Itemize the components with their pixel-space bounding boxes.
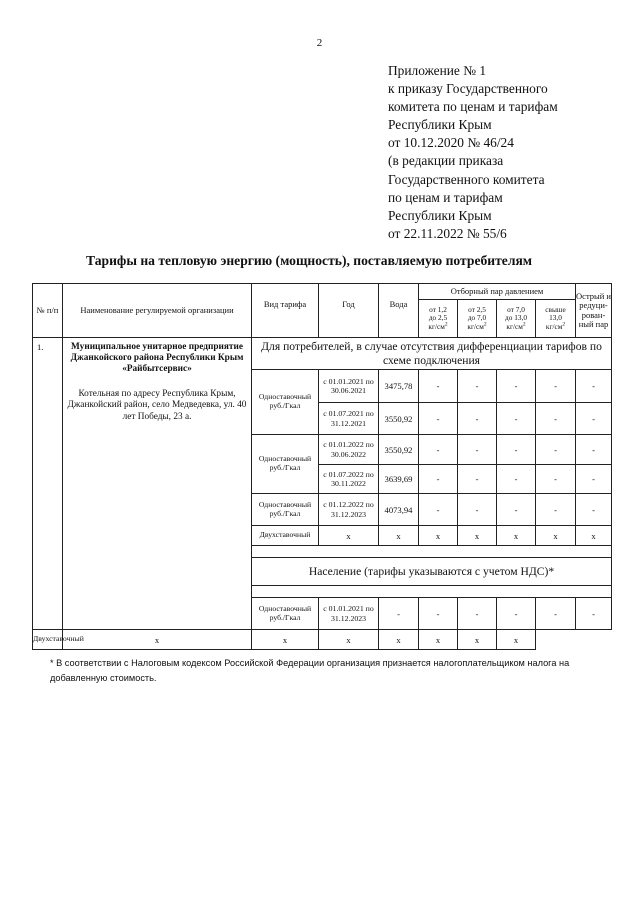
appendix-line: Государственного комитета	[388, 171, 545, 187]
sharp-steam-value: -	[576, 403, 612, 435]
row-number: 1.	[33, 338, 63, 630]
organization-address: Котельная по адресу Республика Крым, Джанкойский район, село Медведевка, ул. 40 лет Победы, 23 а.	[67, 388, 247, 422]
header-sharp-steam: Острый и редуци-рован-ный пар	[576, 284, 612, 338]
sharp-steam-value: -	[576, 465, 612, 494]
steam-value: -	[458, 370, 497, 403]
steam-value: -	[458, 598, 497, 630]
tariff-table	[32, 283, 612, 650]
steam-value: -	[536, 403, 576, 435]
header-num: № п/п	[33, 284, 63, 338]
steam-value: -	[419, 435, 458, 465]
sharp-steam-value: -	[576, 494, 612, 526]
sharp-steam-value: -	[576, 598, 612, 630]
steam-value: х	[458, 526, 497, 546]
sharp-steam-value: -	[576, 370, 612, 403]
appendix-line: Республики Крым	[388, 207, 492, 223]
water-value: -	[379, 598, 419, 630]
water-value: х	[252, 630, 319, 650]
period-cell: х	[63, 630, 252, 650]
spacer-row	[252, 586, 612, 598]
steam-value: -	[458, 494, 497, 526]
period-cell: с 01.01.2022 по 30.06.2022	[319, 435, 379, 465]
steam-value: -	[419, 598, 458, 630]
period-cell: с 01.01.2021 по 30.06.2021	[319, 370, 379, 403]
steam-value: х	[497, 526, 536, 546]
tariff-type-one-part: Одноставочный руб./Гкал	[252, 598, 319, 630]
steam-value: -	[536, 465, 576, 494]
organization-name: Муниципальное унитарное предприятие Джанкойского района Республики Крым «Райбытсервис»	[70, 342, 244, 375]
steam-value: -	[497, 370, 536, 403]
section-title-consumers: Для потребителей, в случае отсутствия дифференциации тарифов по схеме подключения	[252, 338, 612, 370]
water-value: 4073,94	[379, 494, 419, 526]
steam-value: -	[497, 494, 536, 526]
header-pressure-3: от 7,0 до 13,0 $кг/см^2$	[497, 300, 536, 338]
steam-value: -	[536, 598, 576, 630]
water-value: 3550,92	[379, 403, 419, 435]
appendix-line: Республики Крым	[388, 117, 492, 133]
steam-value: -	[536, 435, 576, 465]
appendix-header	[388, 62, 628, 243]
water-value: 3550,92	[379, 435, 419, 465]
appendix-line: от 10.12.2020 № 46/24	[388, 135, 514, 151]
steam-value: -	[419, 494, 458, 526]
header-year: Год	[319, 284, 379, 338]
section-title-population: Население (тарифы указываются с учетом НДС)*	[252, 558, 612, 586]
steam-value: х	[536, 526, 576, 546]
steam-value: -	[497, 403, 536, 435]
steam-value: -	[497, 598, 536, 630]
sharp-steam-value: х	[497, 630, 536, 650]
appendix-line: Приложение № 1	[388, 63, 487, 78]
steam-value: х	[419, 630, 458, 650]
water-value: 3475,78	[379, 370, 419, 403]
steam-value: -	[497, 465, 536, 494]
document-title: Тарифы на тепловую энергию (мощность), поставляемую потребителям	[86, 253, 533, 268]
appendix-line: комитета по ценам и тарифам	[388, 99, 558, 115]
tariff-type-one-part: Одноставочный руб./Гкал	[252, 435, 319, 494]
steam-value: -	[458, 465, 497, 494]
sharp-steam-value: х	[576, 526, 612, 546]
tariff-type-one-part: Одноставочный руб./Гкал	[252, 370, 319, 435]
header-steam: Отборный пар давлением	[419, 284, 576, 300]
steam-value: -	[536, 370, 576, 403]
period-cell: с 01.07.2021 по 31.12.2021	[319, 403, 379, 435]
period-cell: с 01.01.2021 по 31.12.2023	[319, 598, 379, 630]
steam-value: х	[458, 630, 497, 650]
water-value: х	[379, 526, 419, 546]
header-tariff-type: Вид тарифа	[252, 284, 319, 338]
header-pressure-4: свыше 13,0 $кг/см^2$	[536, 300, 576, 338]
header-water: Вода	[379, 284, 419, 338]
steam-value: -	[458, 435, 497, 465]
water-value: 3639,69	[379, 465, 419, 494]
tariff-type-one-part: Одноставочный руб./Гкал	[252, 494, 319, 526]
tariff-type-two-part: Двухставочный	[33, 630, 63, 650]
steam-value: -	[419, 370, 458, 403]
steam-value: -	[497, 435, 536, 465]
header-pressure-2: от 2,5 до 7,0 $кг/см^2$	[458, 300, 497, 338]
header-pressure-1: от 1,2 до 2,5 $кг/см^2$	[419, 300, 458, 338]
sharp-steam-value: -	[576, 435, 612, 465]
steam-value: -	[458, 403, 497, 435]
organization-cell	[63, 338, 252, 630]
steam-value: -	[419, 403, 458, 435]
appendix-line: по ценам и тарифам	[388, 189, 503, 205]
footnote: * В соответствии с Налоговым кодексом Российской Федерации организация признается налогоплательщиком налога на добавленную стоимость.	[50, 658, 570, 683]
page-number: 2	[316, 37, 323, 49]
period-cell: х	[319, 526, 379, 546]
steam-value: х	[379, 630, 419, 650]
steam-value: х	[419, 526, 458, 546]
header-org: Наименование регулируемой организации	[63, 284, 252, 338]
period-cell: с 01.07.2022 по 30.11.2022	[319, 465, 379, 494]
steam-value: -	[536, 494, 576, 526]
appendix-line: к приказу Государственного	[388, 81, 548, 97]
steam-value: х	[319, 630, 379, 650]
appendix-line: от 22.11.2022 № 55/6	[388, 225, 507, 241]
spacer-row	[252, 546, 612, 558]
appendix-line: (в редакции приказа	[388, 153, 504, 169]
tariff-type-two-part: Двухставочный	[252, 526, 319, 546]
steam-value: -	[419, 465, 458, 494]
period-cell: с 01.12.2022 по 31.12.2023	[319, 494, 379, 526]
